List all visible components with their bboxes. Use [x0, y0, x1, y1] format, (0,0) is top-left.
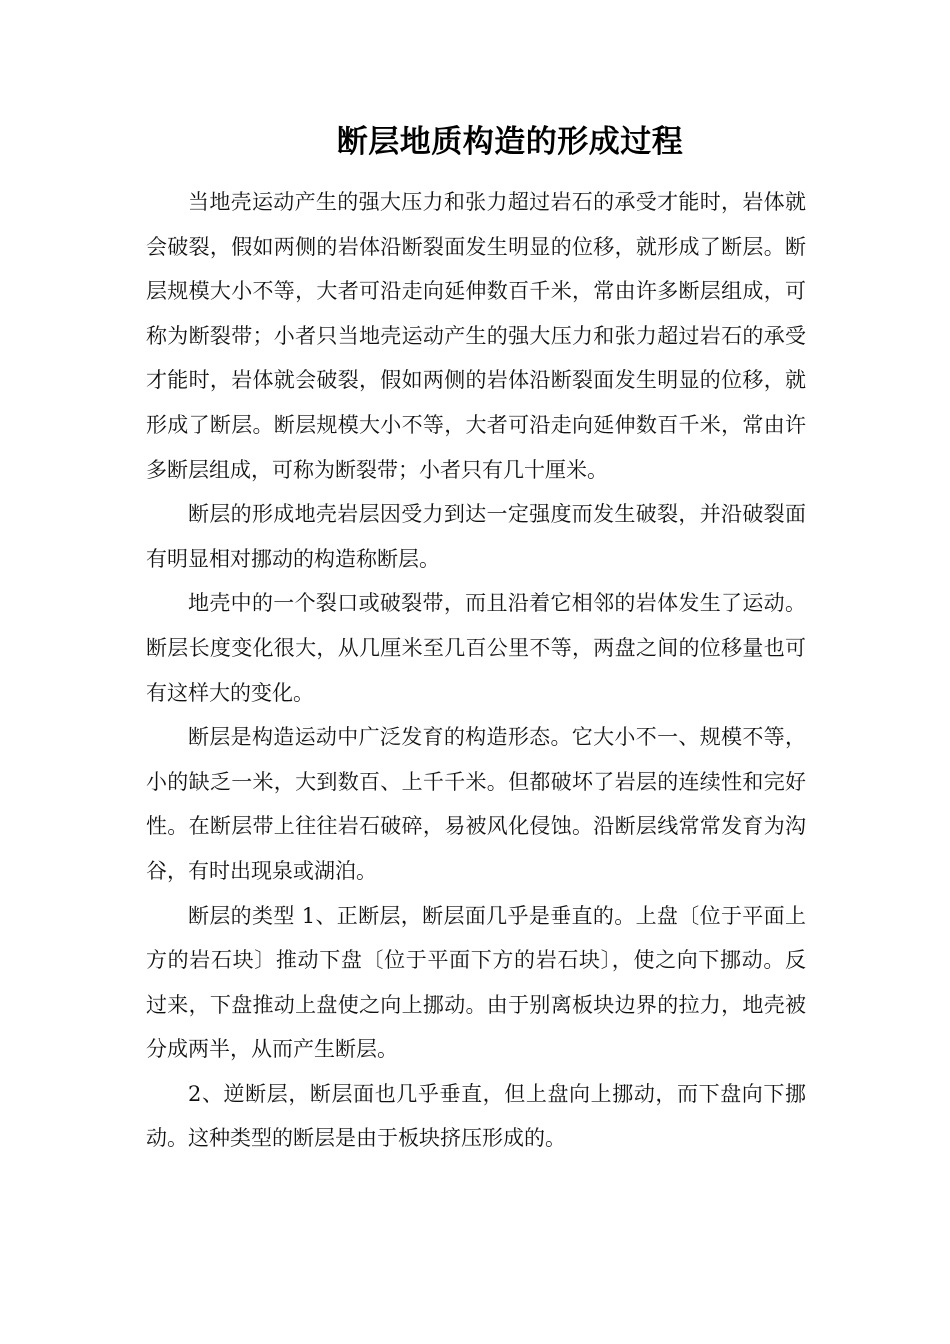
paragraph: 当地壳运动产生的强大压力和张力超过岩石的承受才能时，岩体就会破裂，假如两侧的岩体沿断裂面发生明显的位移，就形成了断层。断层规模大小不等，大者可沿走向延伸数百千米，常由许多断层组成，可称为断裂带；小者只当地壳运动产生的强大压力和张力超过岩石的承受才能时，岩体就会破裂，假如两侧的岩体沿断裂面发生明显的位移，就形成了断层。断层规模大小不等，大者可沿走向延伸数百千米，常由许多断层组成，可称为断裂带；小者只有几十厘米。: [146, 190, 806, 482]
document-body: [146, 180, 806, 1161]
paragraph: 断层的形成地壳岩层因受力到达一定强度而发生破裂，并沿破裂面有明显相对挪动的构造称断层。: [146, 502, 806, 571]
paragraph: 断层是构造运动中广泛发育的构造形态。它大小不一、规模不等，小的缺乏一米，大到数百、上千千米。但都破坏了岩层的连续性和完好性。在断层带上往往岩石破碎，易被风化侵蚀。沿断层线常常发育为沟谷，有时出现泉或湖泊。: [146, 725, 806, 883]
paragraph: 2、逆断层，断层面也几乎垂直，但上盘向上挪动，而下盘向下挪动。这种类型的断层是由于板块挤压形成的。: [146, 1081, 806, 1151]
paragraph: 地壳中的一个裂口或破裂带，而且沿着它相邻的岩体发生了运动。断层长度变化很大，从几厘米至几百公里不等，两盘之间的位移量也可有这样大的变化。: [146, 591, 806, 705]
paragraph: 断层的类型 1、正断层，断层面几乎是垂直的。上盘〔位于平面上方的岩石块〕推动下盘〔位于平面下方的岩石块〕，使之向下挪动。反过来，下盘推动上盘使之向上挪动。由于别离板块边界的拉力，地壳被分成两半，从而产生断层。: [146, 903, 806, 1062]
document-title: 断层地质构造的形成过程: [336, 124, 684, 160]
